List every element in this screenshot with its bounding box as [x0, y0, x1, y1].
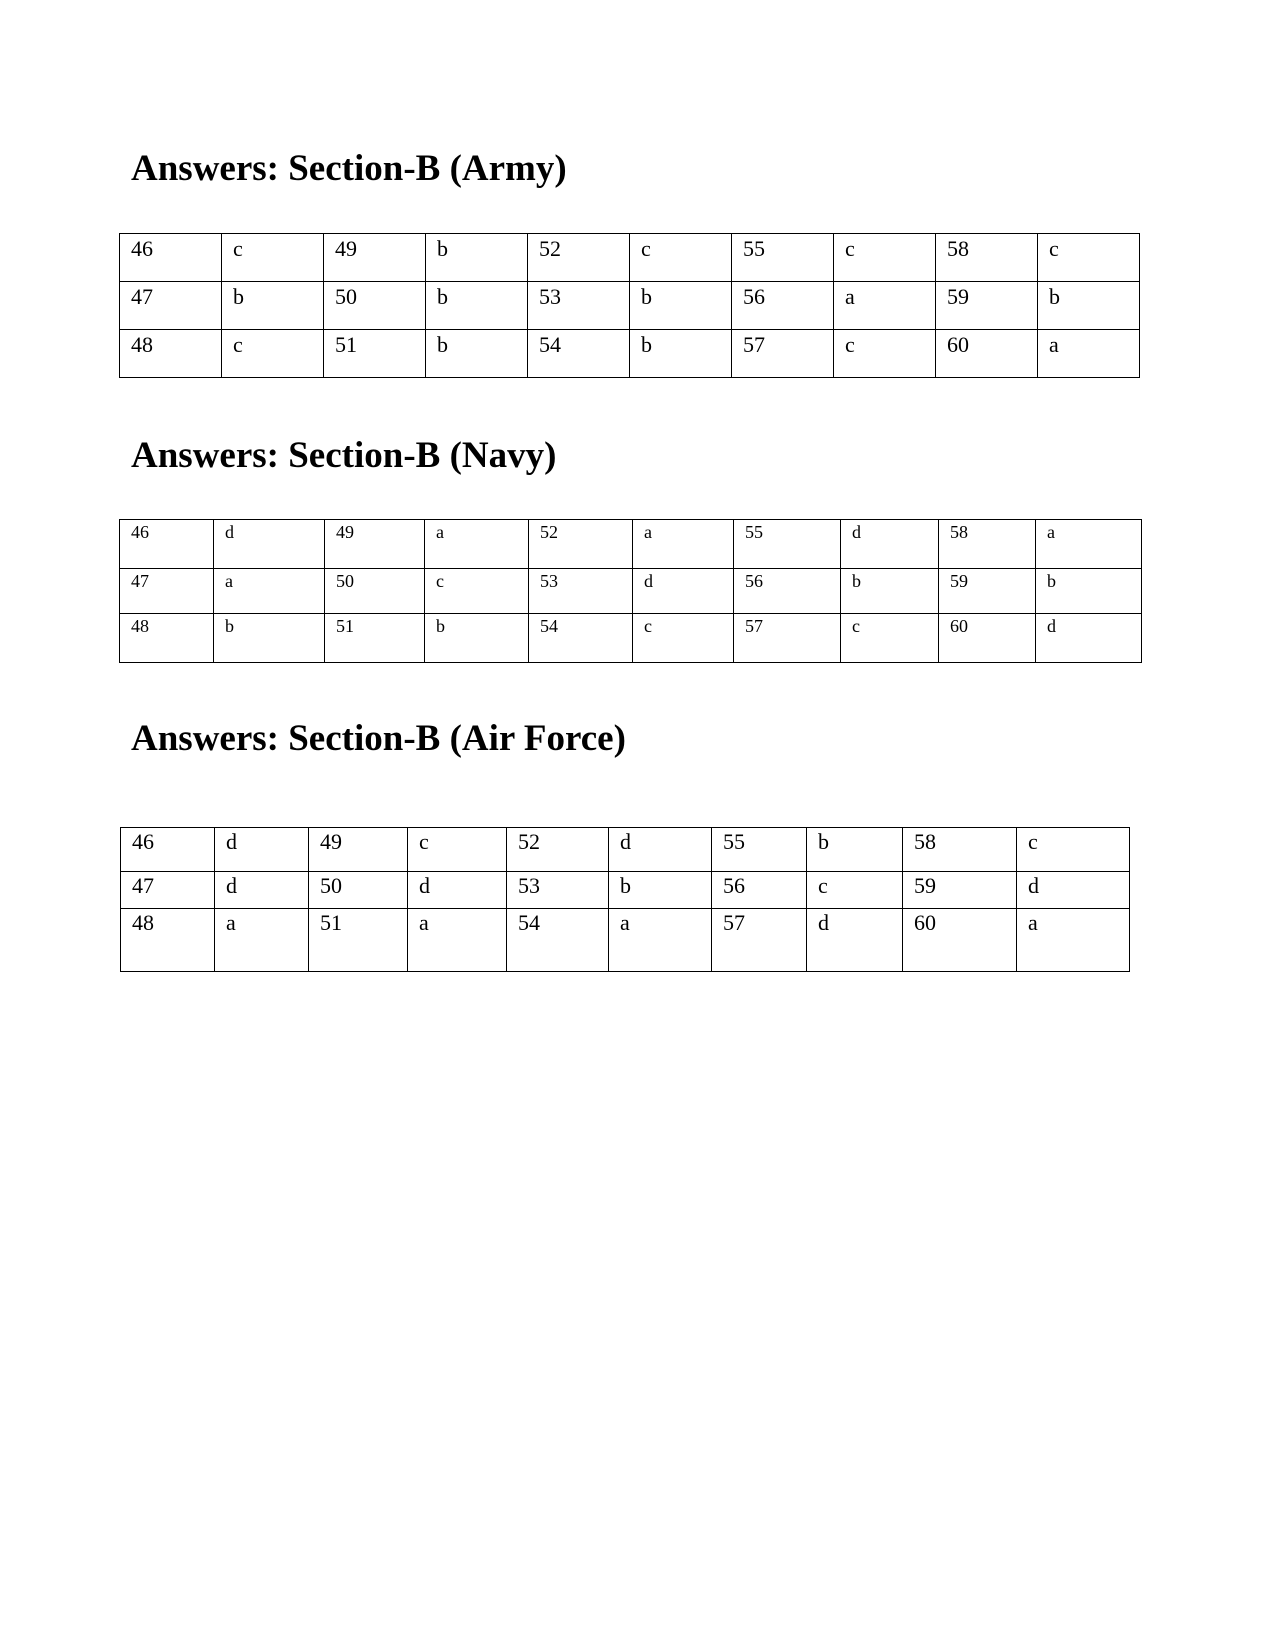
answer-cell: c	[633, 614, 734, 663]
answer-cell: c	[222, 330, 324, 378]
table-row	[121, 828, 1130, 872]
answer-cell: b	[609, 872, 712, 909]
question-number-cell: 60	[936, 330, 1038, 378]
answers-table-navy	[119, 519, 1142, 663]
question-number-cell: 56	[712, 872, 807, 909]
section-heading-army: Answers: Section-B (Army)	[131, 148, 567, 189]
question-number-cell: 48	[120, 614, 214, 663]
answer-cell: b	[222, 282, 324, 330]
answer-cell: d	[215, 828, 309, 872]
answer-cell: d	[841, 520, 939, 569]
table-row	[120, 614, 1142, 663]
answer-cell: a	[215, 909, 309, 972]
question-number-cell: 46	[120, 234, 222, 282]
answer-cell: c	[1017, 828, 1130, 872]
question-number-cell: 51	[309, 909, 408, 972]
answer-cell: c	[807, 872, 903, 909]
question-number-cell: 49	[324, 234, 426, 282]
answer-cell: a	[633, 520, 734, 569]
question-number-cell: 46	[121, 828, 215, 872]
question-number-cell: 55	[734, 520, 841, 569]
answer-cell: d	[215, 872, 309, 909]
answer-cell: a	[609, 909, 712, 972]
question-number-cell: 53	[529, 569, 633, 614]
question-number-cell: 60	[903, 909, 1017, 972]
question-number-cell: 50	[309, 872, 408, 909]
answer-cell: b	[214, 614, 325, 663]
answer-cell: d	[633, 569, 734, 614]
answer-cell: c	[834, 234, 936, 282]
question-number-cell: 51	[324, 330, 426, 378]
answer-cell: b	[807, 828, 903, 872]
answer-cell: c	[841, 614, 939, 663]
table-row	[120, 234, 1140, 282]
question-number-cell: 55	[712, 828, 807, 872]
answer-cell: c	[630, 234, 732, 282]
question-number-cell: 46	[120, 520, 214, 569]
question-number-cell: 48	[121, 909, 215, 972]
question-number-cell: 49	[325, 520, 425, 569]
section-heading-navy: Answers: Section-B (Navy)	[131, 435, 557, 476]
question-number-cell: 59	[939, 569, 1036, 614]
answer-cell: b	[426, 234, 528, 282]
question-number-cell: 50	[325, 569, 425, 614]
question-number-cell: 54	[528, 330, 630, 378]
question-number-cell: 52	[529, 520, 633, 569]
table-row	[120, 569, 1142, 614]
answer-cell: d	[1036, 614, 1142, 663]
question-number-cell: 57	[712, 909, 807, 972]
answer-cell: a	[1017, 909, 1130, 972]
answer-cell: c	[834, 330, 936, 378]
question-number-cell: 59	[936, 282, 1038, 330]
question-number-cell: 58	[939, 520, 1036, 569]
table-row	[121, 909, 1130, 972]
answer-cell: b	[425, 614, 529, 663]
answer-cell: d	[1017, 872, 1130, 909]
question-number-cell: 59	[903, 872, 1017, 909]
answer-cell: d	[807, 909, 903, 972]
answer-cell: d	[408, 872, 507, 909]
question-number-cell: 57	[732, 330, 834, 378]
table-row	[120, 282, 1140, 330]
answer-cell: c	[1038, 234, 1140, 282]
answer-cell: a	[408, 909, 507, 972]
question-number-cell: 57	[734, 614, 841, 663]
answer-cell: c	[408, 828, 507, 872]
answer-cell: c	[222, 234, 324, 282]
answer-cell: b	[1036, 569, 1142, 614]
question-number-cell: 47	[121, 872, 215, 909]
question-number-cell: 55	[732, 234, 834, 282]
question-number-cell: 50	[324, 282, 426, 330]
answer-cell: a	[1038, 330, 1140, 378]
answer-cell: b	[630, 330, 732, 378]
answer-cell: a	[214, 569, 325, 614]
answer-cell: b	[630, 282, 732, 330]
table-row	[120, 330, 1140, 378]
answer-cell: a	[1036, 520, 1142, 569]
question-number-cell: 47	[120, 282, 222, 330]
answers-table-army	[119, 233, 1140, 378]
question-number-cell: 56	[734, 569, 841, 614]
question-number-cell: 56	[732, 282, 834, 330]
question-number-cell: 52	[528, 234, 630, 282]
answer-cell: a	[834, 282, 936, 330]
question-number-cell: 47	[120, 569, 214, 614]
answer-cell: b	[426, 282, 528, 330]
answer-cell: b	[1038, 282, 1140, 330]
answer-cell: a	[425, 520, 529, 569]
question-number-cell: 60	[939, 614, 1036, 663]
table-row	[121, 872, 1130, 909]
question-number-cell: 53	[528, 282, 630, 330]
answers-table-air-force	[120, 827, 1130, 972]
question-number-cell: 49	[309, 828, 408, 872]
question-number-cell: 54	[529, 614, 633, 663]
question-number-cell: 51	[325, 614, 425, 663]
answer-cell: c	[425, 569, 529, 614]
question-number-cell: 48	[120, 330, 222, 378]
answer-cell: d	[214, 520, 325, 569]
answer-cell: d	[609, 828, 712, 872]
question-number-cell: 58	[903, 828, 1017, 872]
table-row	[120, 520, 1142, 569]
question-number-cell: 53	[507, 872, 609, 909]
question-number-cell: 52	[507, 828, 609, 872]
section-heading-air-force: Answers: Section-B (Air Force)	[131, 718, 626, 759]
answer-cell: b	[426, 330, 528, 378]
question-number-cell: 58	[936, 234, 1038, 282]
question-number-cell: 54	[507, 909, 609, 972]
answer-cell: b	[841, 569, 939, 614]
